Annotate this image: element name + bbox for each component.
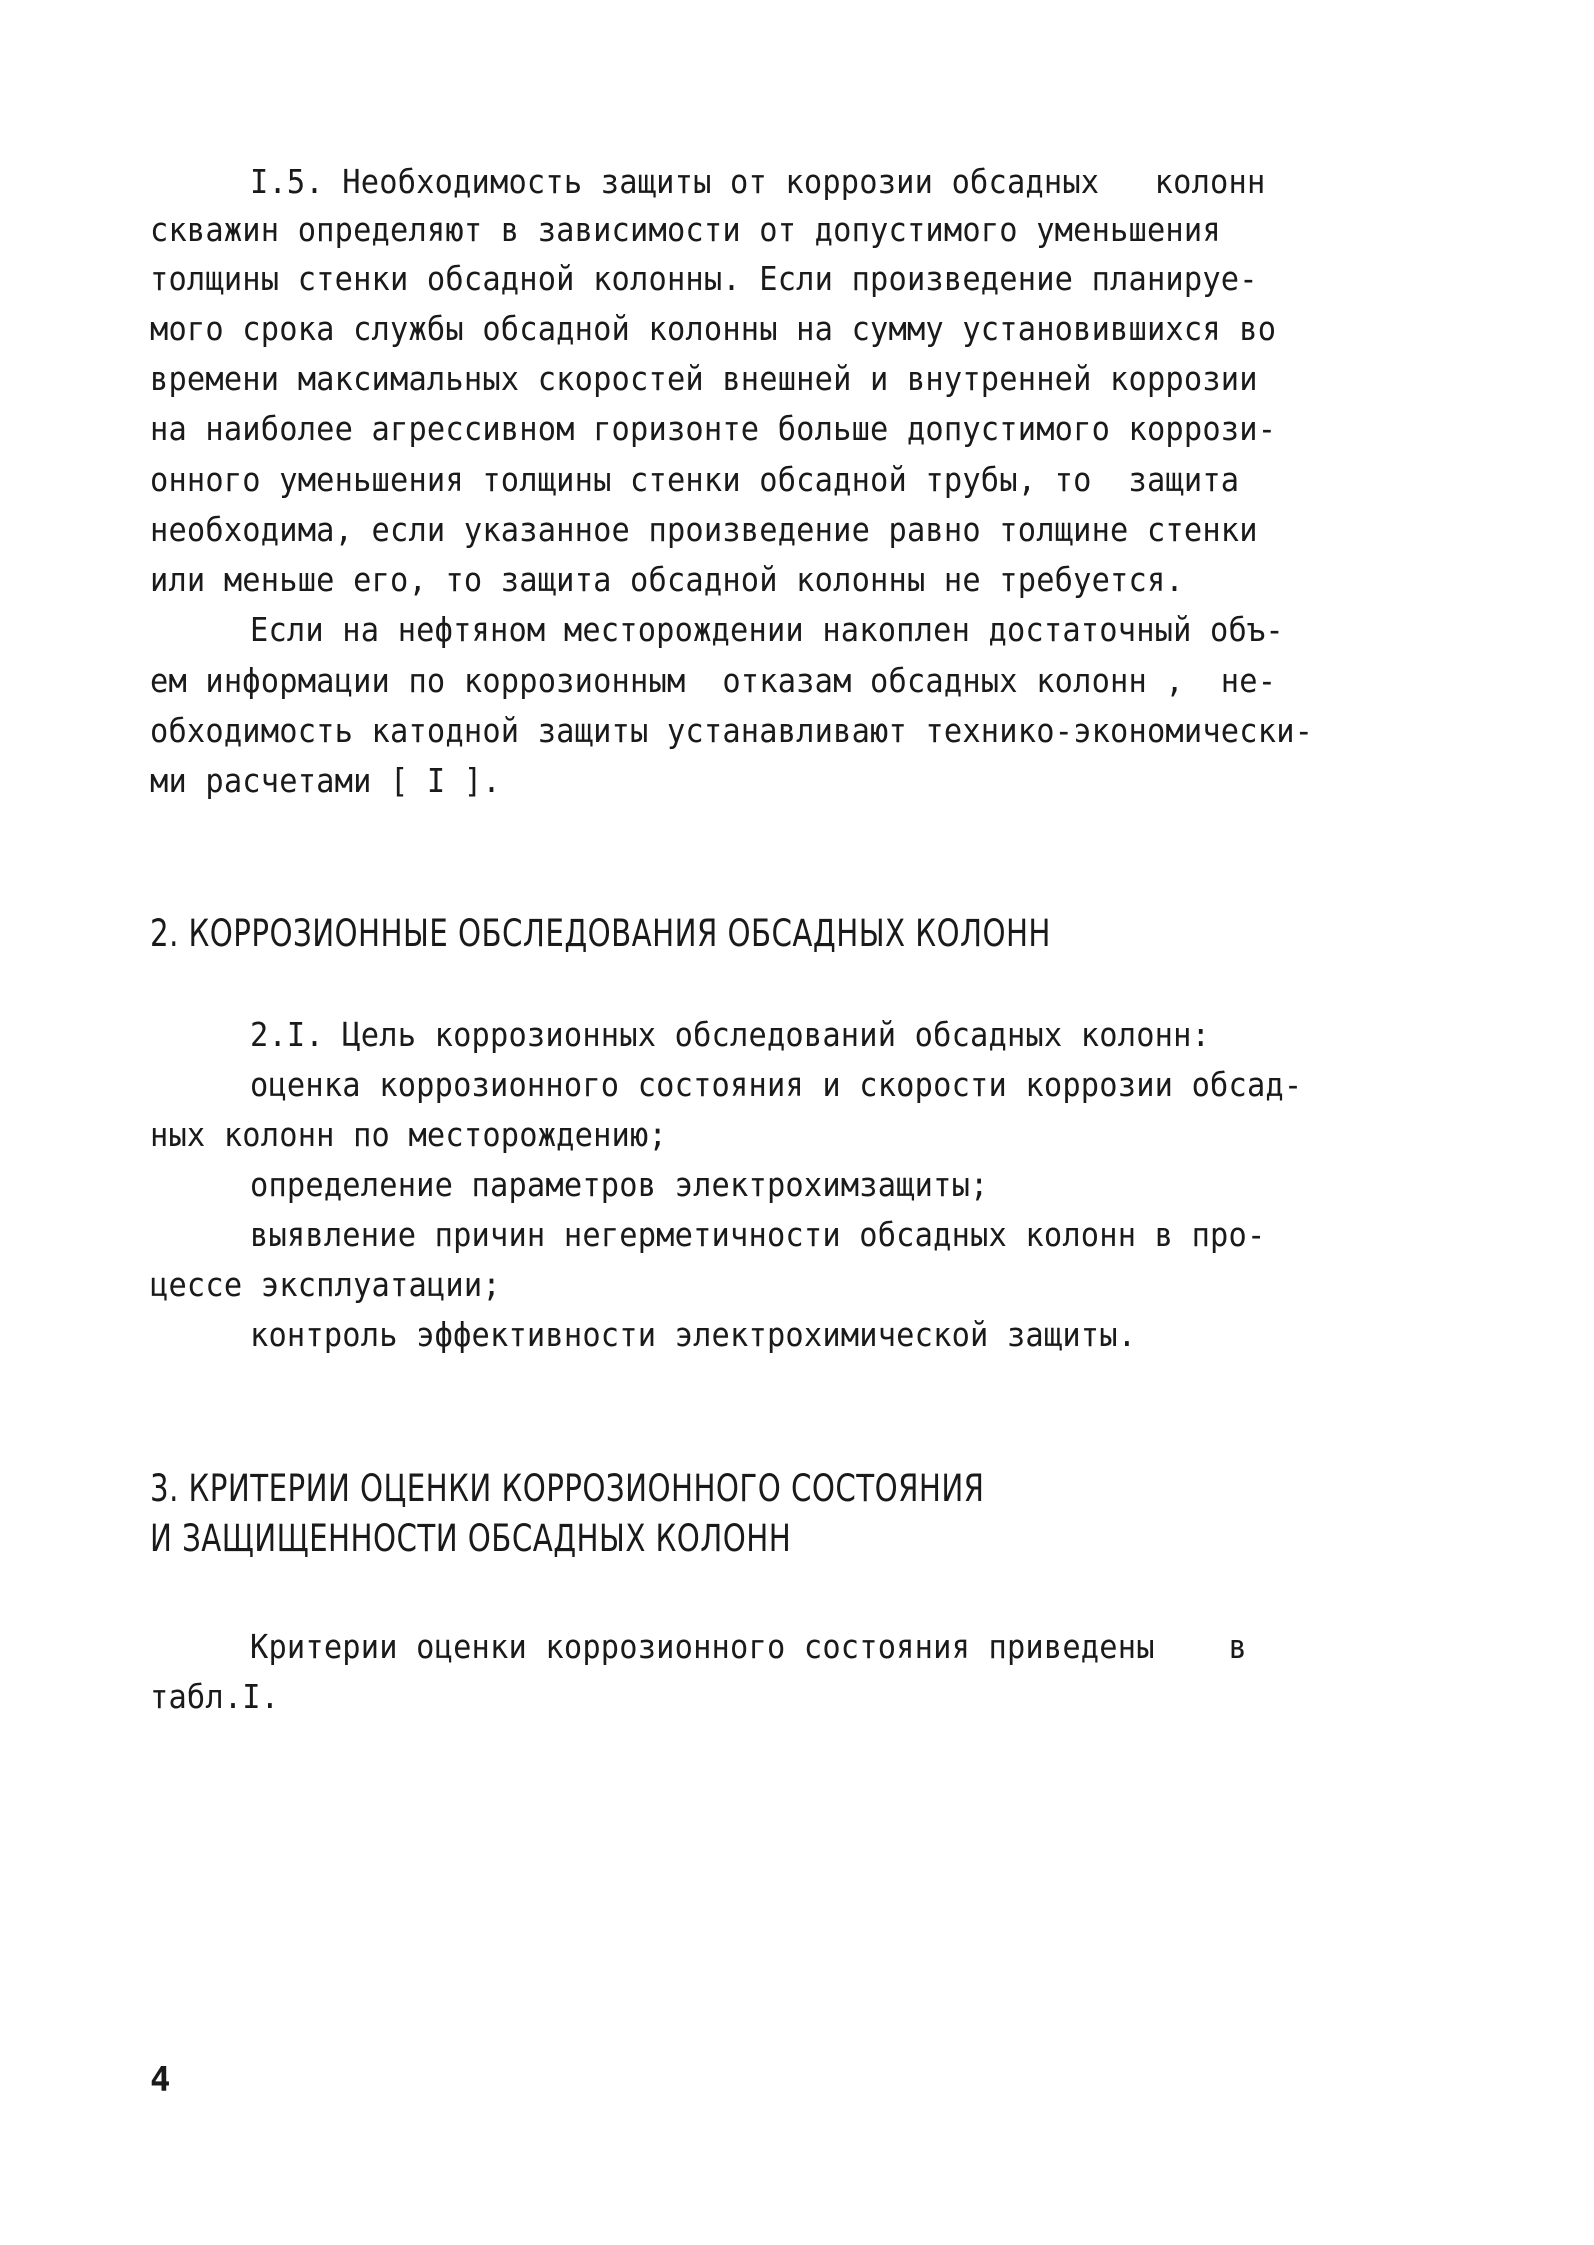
section-3-heading-line-1: 3. КРИТЕРИИ ОЦЕНКИ КОРРОЗИОННОГО СОСТОЯНИЯ: [150, 1467, 985, 1510]
para-1-5-line-7: онного уменьшения толщины стенки обсадной трубы, то защита: [150, 460, 1240, 499]
section-2-line-5: выявление причин негерметичности обсадных колонн в про-: [250, 1215, 1266, 1254]
para-1-5-line-8: необходима, если указанное произведение равно толщине стенки: [150, 510, 1258, 549]
para-1-5-line-6: на наиболее агрессивном горизонте больше допустимого коррози-: [150, 409, 1277, 448]
page-number: 4: [150, 2060, 171, 2100]
para-1-5-line-5: времени максимальных скоростей внешней и внутренней коррозии: [150, 359, 1258, 398]
para-oil-field-line-2: ем информации по коррозионным отказам обсадных колонн , не-: [150, 661, 1277, 700]
para-1-5-line-1: I.5. Необходимость защиты от коррозии обсадных колонн: [250, 162, 1266, 201]
section-2-line-3: ных колонн по месторождению;: [150, 1115, 667, 1154]
para-oil-field-line-3: обходимость катодной защиты устанавливают технико-экономически-: [150, 711, 1314, 750]
para-oil-field-line-4: ми расчетами [ I ].: [150, 761, 501, 800]
section-2-line-7: контроль эффективности электрохимической защиты.: [250, 1315, 1137, 1354]
section-3-heading-line-2: И ЗАЩИЩЕННОСТИ ОБСАДНЫХ КОЛОНН: [150, 1517, 792, 1560]
para-oil-field-line-1: Если на нефтяном месторождении накоплен достаточный объ-: [250, 610, 1284, 649]
para-1-5-line-3: толщины стенки обсадной колонны. Если произведение планируе-: [150, 259, 1258, 298]
section-2-line-2: оценка коррозионного состояния и скорости коррозии обсад-: [250, 1065, 1303, 1104]
para-1-5-line-2: скважин определяют в зависимости от допустимого уменьшения: [150, 210, 1221, 249]
section-2-heading: 2. КОРРОЗИОННЫЕ ОБСЛЕДОВАНИЯ ОБСАДНЫХ КОЛОНН: [150, 912, 1051, 955]
section-3-line-2: табл.I.: [150, 1677, 280, 1716]
section-3-line-1: Критерии оценки коррозионного состояния приведены в: [250, 1627, 1247, 1666]
section-2-line-1: 2.I. Цель коррозионных обследований обсадных колонн:: [250, 1015, 1211, 1054]
section-2-line-4: определение параметров электрохимзащиты;: [250, 1165, 989, 1204]
para-1-5-line-4: мого срока службы обсадной колонны на сумму установившихся во: [150, 309, 1277, 348]
section-2-line-6: цессе эксплуатации;: [150, 1265, 501, 1304]
para-1-5-line-9: или меньше его, то защита обсадной колонны не требуется.: [150, 560, 1184, 599]
